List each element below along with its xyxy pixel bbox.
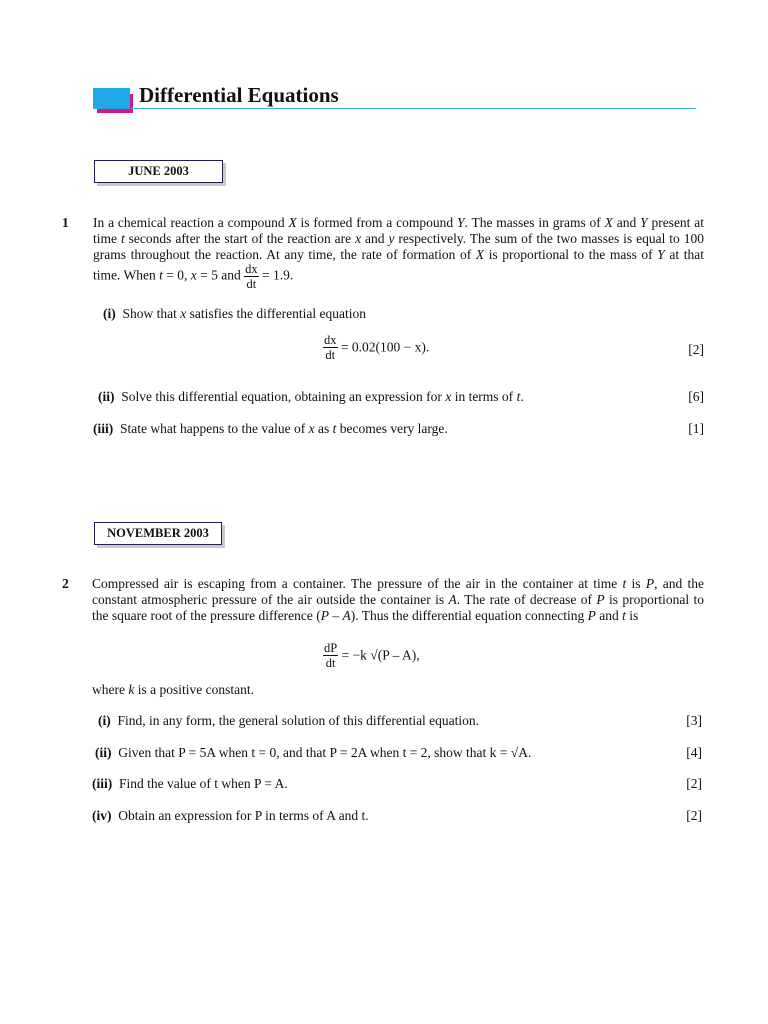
q1-part-ii-mark: [6] [688, 389, 704, 404]
question-number-2: 2 [62, 576, 69, 591]
q2-part-iv-mark: [2] [686, 808, 702, 823]
q2-part-iv: (iv) Obtain an expression for P in terms of A and t. [92, 808, 369, 823]
question-number-1: 1 [62, 215, 69, 230]
q2-part-ii-mark: [4] [686, 745, 702, 760]
header-accent-cyan [93, 88, 130, 109]
q2-part-ii: (ii) Given that P = 5A when t = 0, and that P = 2A when t = 2, show that k = √A. [95, 745, 532, 760]
q2-part-i-mark: [3] [686, 713, 702, 728]
question-1-stem: In a chemical reaction a compound X is formed from a compound Y. The masses in grams of X and Y present at time t seconds after the start of the reaction are x and y respectively. The sum of the two masses is equal to 100 grams throughout the reaction. At any time, the rate of formation of X is proportional to the mass of Y at that time. When t = 0, x = 5 and $\frac{dx}{dt}$ = 1.9. [93, 215, 705, 291]
section-label-november-2003: NOVEMBER 2003 [94, 522, 222, 545]
q2-part-iii-mark: [2] [686, 776, 702, 791]
q1-part-iii: (iii) State what happens to the value of x as t becomes very large. [93, 421, 448, 436]
page-title: Differential Equations [139, 83, 339, 107]
q2-where-line: where k is a positive constant. [92, 682, 254, 697]
q2-part-i: (i) Find, in any form, the general solution of this differential equation. [98, 713, 480, 728]
q2-part-iii: (iii) Find the value of t when P = A. [92, 776, 288, 791]
q1-equation: $\frac{dx}{dt}$ = 0.02(100 − x). [324, 333, 430, 362]
dxdt-fraction: $\frac{dx}{dt}$ [245, 262, 258, 291]
q1-equation-mark: [2] [688, 342, 704, 357]
q1-part-ii: (ii) Solve this differential equation, obtaining an expression for x in terms of t. [98, 389, 524, 404]
q2-equation: $\frac{dP}{dt}$ = −k √(P – A), [324, 641, 420, 670]
q1-part-i: (i) Show that x satisfies the differential equation [103, 306, 366, 321]
q1-part-iii-mark: [1] [688, 421, 704, 436]
section-label-june-2003: JUNE 2003 [94, 160, 223, 183]
question-2-stem: Compressed air is escaping from a container. The pressure of the air in the container at time t is P, and the constant atmospheric pressure of the air outside the container is A. The rate of decrease of P is proportional to the square root of the pressure difference (P – A). Thus the differential equation connecting P and t is [92, 576, 704, 623]
header-rule [131, 108, 696, 109]
